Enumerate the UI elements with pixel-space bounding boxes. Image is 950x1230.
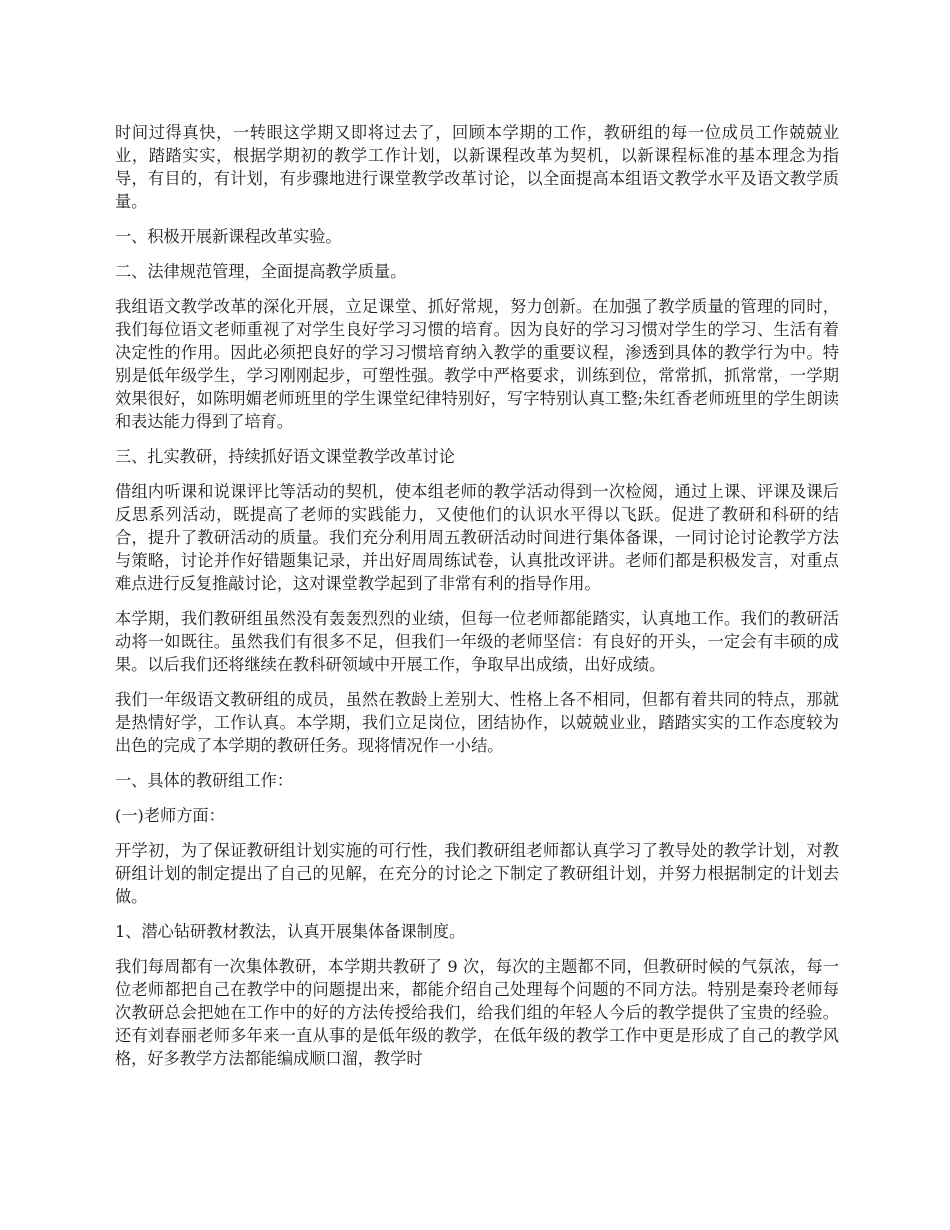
section-heading-1: 一、积极开展新课程改革实验。 bbox=[115, 227, 342, 246]
intro-paragraph: 时间过得真快，一转眼这学期又即将过去了，回顾本学期的工作，教研组的每一位成员工作兢兢业业，踏踏实实，根据学期初的教学工作计划，以新课程改革为契机，以新课程标准的基本理念为指导，有目的，有计划，有步骤地进行课堂教学改革讨论，以全面提高本组语文教学水平及语文教学质量。 bbox=[115, 123, 839, 211]
item-heading: 1、潜心钻研教材教法，认真开展集体备课制度。 bbox=[115, 922, 466, 941]
body-paragraph: 我组语文教学改革的深化开展，立足课堂、抓好常规，努力创新。在加强了教学质量的管理的同时，我们每位语文老师重视了对学生良好学习习惯的培育。因为良好的学习习惯对学生的学习、生活有着决定性的作用。因此必须把良好的学习习惯培育纳入教学的重要议程，渗透到具体的教学行为中。特别是低年级学生，学习刚刚起步，可塑性强。教学中严格要求，训练到位，常常抓，抓常常，一学期效果很好，如陈明媚老师班里的学生课堂纪律特别好，写字特别认真工整;朱红香老师班里的学生朗读和表达能力得到了培育。 bbox=[115, 297, 839, 431]
subsection-heading: (一)老师方面： bbox=[115, 806, 225, 825]
document-body bbox=[115, 121, 839, 1082]
section-heading-4: 一、具体的教研组工作： bbox=[115, 771, 294, 790]
body-paragraph: 本学期，我们教研组虽然没有轰轰烈烈的业绩，但每一位老师都能踏实，认真地工作。我们的教研活动将一如既往。虽然我们有很多不足，但我们一年级的老师坚信：有良好的开头，一定会有丰硕的成果。以后我们还将继续在教科研领域中开展工作，争取早出成绩，出好成绩。 bbox=[115, 609, 839, 674]
body-paragraph: 我们每周都有一次集体教研，本学期共教研了 9 次，每次的主题都不同，但教研时候的气氛浓，每一位老师都把自己在教学中的问题提出来，都能介绍自己处理每个问题的不同方法。特别是秦玲老师每次教研总会把她在工作中的好的方法传授给我们，给我们组的年轻人今后的教学提供了宝贵的经验。还有刘春丽老师多年来一直从事的是低年级的教学，在低年级的教学工作中更是形成了自己的教学风格，好多教学方法都能编成顺口溜，教学时 bbox=[115, 957, 839, 1068]
section-heading-3: 三、扎实教研，持续抓好语文课堂教学改革讨论 bbox=[115, 447, 455, 466]
body-paragraph: 借组内听课和说课评比等活动的契机，使本组老师的教学活动得到一次检阅，通过上课、评课及课后反思系列活动，既提高了老师的实践能力，又使他们的认识水平得以飞跃。促进了教研和科研的结合，提升了教研活动的质量。我们充分利用周五教研活动时间进行集体备课，一同讨论讨论教学方法与策略，讨论并作好错题集记录，并出好周周练试卷，认真批改评讲。老师们都是积极发言，对重点难点进行反复推敲讨论，这对课堂教学起到了非常有利的指导作用。 bbox=[115, 482, 839, 593]
body-paragraph: 开学初，为了保证教研组计划实施的可行性，我们教研组老师都认真学习了教导处的教学计划，对教研组计划的制定提出了自己的见解，在充分的讨论之下制定了教研组计划，并努力根据制定的计划去做。 bbox=[115, 841, 839, 906]
section-heading-2: 二、法律规范管理，全面提高教学质量。 bbox=[115, 262, 407, 281]
body-paragraph: 我们一年级语文教研组的成员，虽然在教龄上差别大、性格上各不相同，但都有着共同的特点，那就是热情好学，工作认真。本学期，我们立足岗位，团结协作，以兢兢业业，踏踏实实的工作态度较为出色的完成了本学期的教研任务。现将情况作一小结。 bbox=[115, 690, 839, 755]
